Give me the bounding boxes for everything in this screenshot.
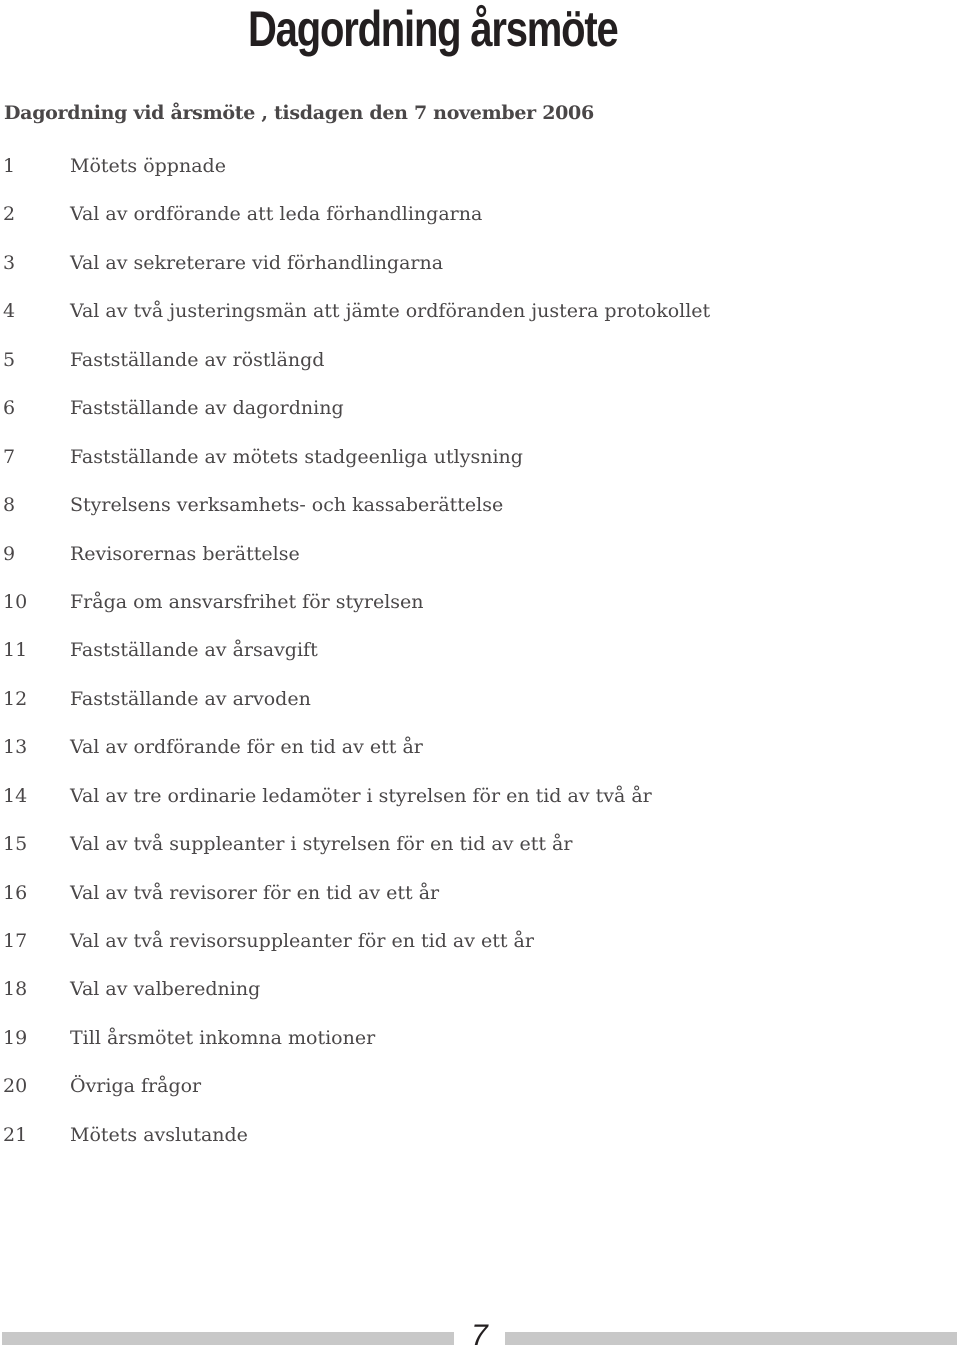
agenda-item <box>0 344 710 392</box>
agenda-item-text: Mötets öppnade <box>70 155 226 177</box>
agenda-item-text: Fastställande av mötets stadgeenliga utlysning <box>70 445 523 468</box>
agenda-item-text: Val av två revisorsuppleanter för en tid av ett år <box>70 930 534 952</box>
footer-bar-right <box>505 1332 957 1345</box>
agenda-item <box>0 586 710 634</box>
agenda-item-text: Val av två justeringsmän att jämte ordföranden justera protokollet <box>70 300 711 323</box>
agenda-item-number: 6 <box>3 397 16 420</box>
agenda-item-number: 19 <box>3 1026 28 1049</box>
agenda-item-number: 17 <box>3 930 28 952</box>
agenda-item-text: Val av sekreterare vid förhandlingarna <box>70 251 444 274</box>
agenda-item-number: 7 <box>3 445 16 468</box>
agenda-item-number: 13 <box>3 736 28 759</box>
agenda-item-text: Fråga om ansvarsfrihet för styrelsen <box>70 590 424 613</box>
agenda-item-text: Styrelsens verksamhets- och kassaberättelse <box>70 494 504 517</box>
agenda-item-text: Fastställande av röstlängd <box>70 348 325 371</box>
agenda-item-text: Val av valberedning <box>70 978 261 1001</box>
agenda-item <box>0 780 710 828</box>
agenda-item-number: 11 <box>3 639 28 662</box>
footer-bar-left <box>2 1332 454 1345</box>
agenda-item <box>0 489 710 537</box>
agenda-item-text: Val av ordförande att leda förhandlingarna <box>70 203 483 226</box>
agenda-item-number: 4 <box>3 300 16 323</box>
agenda-item-number: 8 <box>3 494 16 517</box>
agenda-item-number: 18 <box>3 978 28 1001</box>
agenda-item-text: Val av ordförande för en tid av ett år <box>70 736 423 759</box>
agenda-item <box>0 877 710 925</box>
agenda-item <box>0 538 710 586</box>
agenda-item <box>0 150 710 198</box>
agenda-item <box>0 392 710 440</box>
page-number: 7 <box>471 1319 488 1352</box>
agenda-item-text: Fastställande av dagordning <box>70 397 344 420</box>
agenda-item <box>0 828 710 876</box>
agenda-item-text: Till årsmötet inkomna motioner <box>70 1026 376 1049</box>
agenda-item <box>0 441 710 489</box>
page-title: Dagordning årsmöte <box>248 1 618 57</box>
agenda-item <box>0 925 710 973</box>
agenda-item-number: 20 <box>3 1075 28 1098</box>
agenda-item <box>0 1022 710 1070</box>
agenda-item <box>0 973 710 1021</box>
agenda-item-text: Val av två suppleanter i styrelsen för en tid av ett år <box>70 833 573 856</box>
agenda-item-text: Fastställande av arvoden <box>70 687 311 710</box>
agenda-item-text: Övriga frågor <box>70 1075 202 1098</box>
agenda-item-number: 12 <box>3 687 28 710</box>
agenda-item-number: 16 <box>3 881 28 904</box>
agenda-item-number: 1 <box>3 155 16 177</box>
agenda-item <box>0 295 710 343</box>
agenda-item-number: 10 <box>3 590 28 613</box>
agenda-item <box>0 247 710 295</box>
agenda-subtitle: Dagordning vid årsmöte , tisdagen den 7 november 2006 <box>4 102 594 124</box>
agenda-item-text: Val av två revisorer för en tid av ett år <box>70 881 440 904</box>
agenda-item <box>0 1119 710 1167</box>
agenda-item-number: 21 <box>3 1123 28 1146</box>
agenda-item <box>0 634 710 682</box>
agenda-item-text: Fastställande av årsavgift <box>70 639 318 662</box>
agenda-item-number: 14 <box>3 784 28 807</box>
agenda-list <box>0 150 710 1167</box>
agenda-item-number: 5 <box>3 348 16 371</box>
agenda-item-text: Val av tre ordinarie ledamöter i styrelsen för en tid av två år <box>70 784 652 807</box>
agenda-item-text: Revisorernas berättelse <box>70 542 300 565</box>
agenda-item <box>0 731 710 779</box>
agenda-item <box>0 198 710 246</box>
agenda-item-text: Mötets avslutande <box>70 1123 248 1146</box>
agenda-item <box>0 683 710 731</box>
agenda-item <box>0 1070 710 1118</box>
agenda-item-number: 15 <box>3 833 28 856</box>
agenda-item-number: 3 <box>3 251 16 274</box>
agenda-item-number: 9 <box>3 542 16 565</box>
agenda-item-number: 2 <box>3 203 16 226</box>
